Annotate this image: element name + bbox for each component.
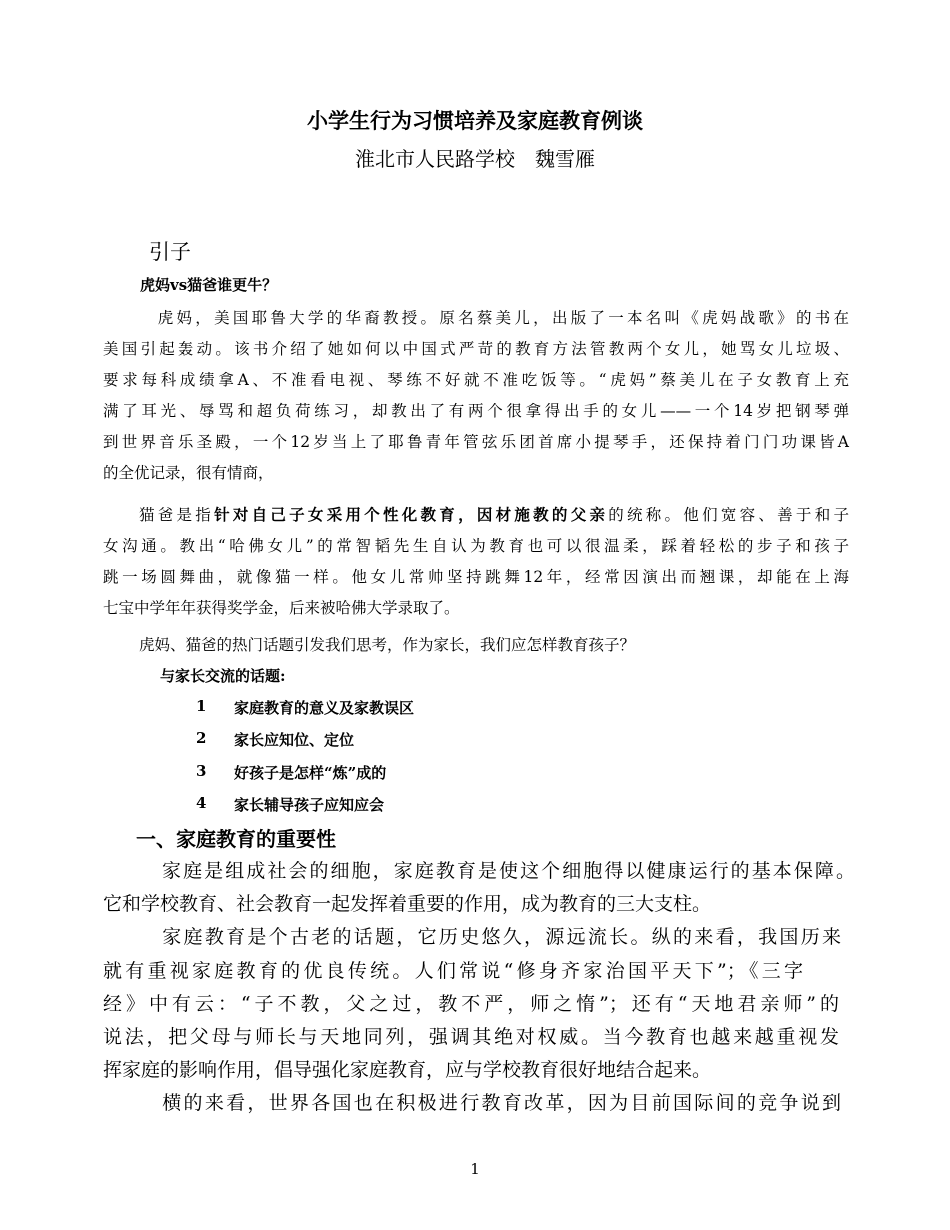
topics-heading: 与家长交流的话题:: [160, 667, 286, 685]
text-run: 的统称。他们宽容、善于和子: [608, 506, 849, 524]
paragraph-line: 跳一场圆舞曲，就像猫一样。他女儿常帅坚持跳舞12年，经常因演出而翘课，却能在上海: [103, 568, 849, 586]
paragraph-line: 虎妈、猫爸的热门话题引发我们思考，作为家长，我们应怎样教育孩子？: [139, 636, 636, 654]
topic-text: 好孩子是怎样“炼”成的: [234, 764, 387, 782]
paragraph-line: 挥家庭的影响作用，倡导强化家庭教育，应与学校教育很好地结合起来。: [103, 1059, 712, 1081]
paragraph-line: 就有重视家庭教育的优良传统。人们常说“修身齐家治国平天下”；《三字: [103, 960, 803, 982]
topic-text: 家长应知位、定位: [234, 731, 355, 749]
paragraph-line: 女沟通。教出“哈佛女儿”的常智韬先生自认为教育也可以很温柔，踩着轻松的步子和孩子: [103, 537, 849, 555]
intro-heading: 引子: [149, 240, 191, 264]
paragraph-line: 的全优记录，很有情商，: [103, 464, 274, 482]
paragraph-line: 要求每科成绩拿A、不准看电视、琴练不好就不准吃饭等。“虎妈”蔡美儿在子女教育上充: [103, 371, 849, 389]
emphasis-text: 针对自己子女采用个性化教育，因材施教的父亲: [214, 505, 609, 524]
topic-text: 家庭教育的意义及家教误区: [234, 699, 415, 717]
document-title: 小学生行为习惯培养及家庭教育例谈: [307, 109, 643, 133]
intro-subheading: 虎妈vs猫爸谁更牛？: [140, 276, 278, 294]
topic-text: 家长辅导孩子应知应会: [234, 796, 385, 814]
author-line: 淮北市人民路学校 魏雪雁: [355, 147, 595, 171]
paragraph-line: 横的来看，世界各国也在积极进行教育改革，因为目前国际间的竞争说到: [141, 1092, 841, 1114]
paragraph-line: 虎妈，美国耶鲁大学的华裔教授。原名蔡美儿，出版了一本名叫《虎妈战歌》的书在: [139, 309, 849, 327]
paragraph-line: 家庭教育是个古老的话题，它历史悠久，源远流长。纵的来看，我国历来: [141, 926, 841, 948]
paragraph-line: 说法，把父母与师长与天地同列，强调其绝对权威。当今教育也越来越重视发: [103, 1026, 839, 1048]
topic-number: 2: [196, 729, 207, 747]
paragraph-line: 七宝中学年年获得奖学金，后来被哈佛大学录取了。: [103, 599, 460, 617]
paragraph-line: 到世界音乐圣殿，一个12岁当上了耶鲁青年管弦乐团首席小提琴手，还保持着门门功课皆A: [103, 433, 849, 451]
paragraph-line: 经》中有云：“子不教，父之过，教不严，师之惰”；还有“天地君亲师”的: [103, 993, 839, 1015]
section-heading: 一、家庭教育的重要性: [136, 827, 336, 851]
topic-number: 4: [196, 794, 207, 812]
paragraph-line: [139, 503, 849, 525]
paragraph-line: 家庭是组成社会的细胞，家庭教育是使这个细胞得以健康运行的基本保障。: [141, 860, 855, 882]
paragraph-line: 美国引起轰动。该书介绍了她如何以中国式严苛的教育方法管教两个女儿，她骂女儿垃圾、: [103, 340, 849, 358]
page-number: 1: [470, 1160, 480, 1178]
topic-number: 1: [196, 697, 207, 715]
paragraph-line: 满了耳光、辱骂和超负荷练习，却教出了有两个很拿得出手的女儿——一个14岁把钢琴弹: [103, 402, 849, 420]
paragraph-line: 它和学校教育、社会教育一起发挥着重要的作用，成为教育的三大支柱。: [103, 893, 712, 915]
topic-number: 3: [196, 762, 207, 780]
text-run: 猫爸是指: [139, 506, 215, 524]
